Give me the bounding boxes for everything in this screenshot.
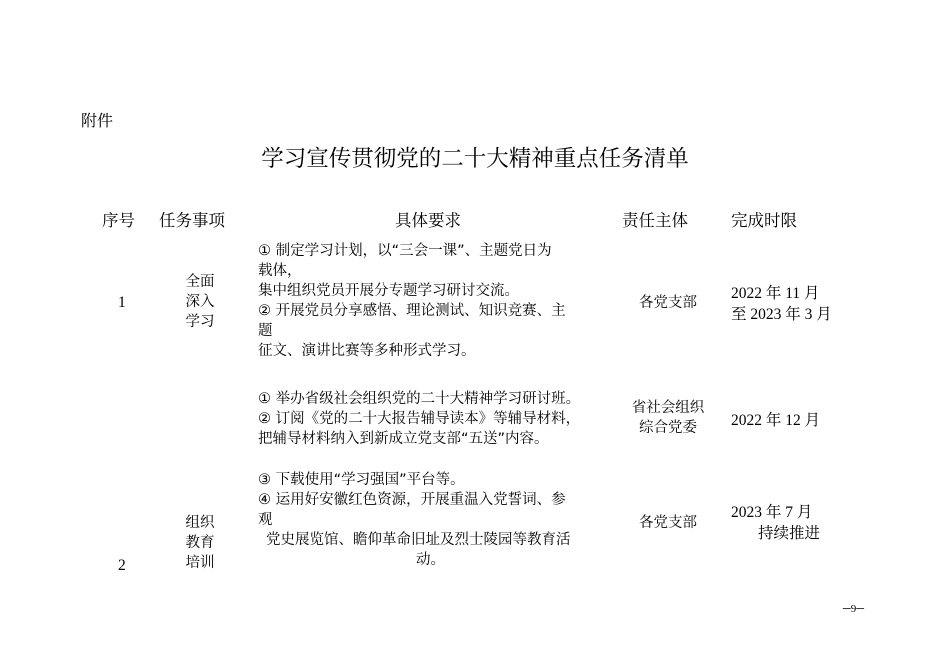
row2-deadline: 2022 年 12 月 [731, 412, 821, 429]
row3-deadline: 2023 年 7 月 持续推进 [731, 504, 821, 542]
page-number: ─9─ [842, 603, 864, 615]
row1-requirements: ① 制定学习计划，以“三会一课”、主题党日为 载体， 集中组织党员开展分专题学习研讨交流。 ② 开展党员分享感悟、理论测试、知识竞赛、主 题 征文、演讲比赛等多种形式学习。 [258, 243, 566, 359]
row3-requirements: ③ 下载使用“学习强国”平台等。 ④ 运用好安徽红色资源，开展重温入党誓词、参 观 党史展览馆、瞻仰革命旧址及烈士陵园等教育活 动。 [258, 472, 571, 568]
row2-requirements: ① 举办省级社会组织党的二十大精神学习研讨班。 ② 订阅《党的二十大报告辅导读本》等辅导材料， 把辅导材料纳入到新成立党支部“五送”内容。 [258, 391, 581, 447]
header-responsible: 责任主体 [622, 211, 688, 230]
row3-responsible: 各党支部 [639, 515, 697, 531]
row3-seq: 2 [118, 557, 126, 574]
header-item: 任务事项 [159, 211, 225, 230]
row1-responsible: 各党支部 [639, 295, 697, 311]
header-requirements: 具体要求 [395, 211, 461, 230]
row3-item: 组织 教育 培训 [185, 515, 215, 571]
attachment-label: 附件 [81, 111, 114, 130]
document-title: 学习宣传贯彻党的二十大精神重点任务清单 [261, 146, 689, 172]
row1-item: 全面 深入 学习 [185, 274, 215, 330]
header-deadline: 完成时限 [731, 211, 797, 230]
row2-responsible: 省社会组织 综合党委 [631, 400, 705, 436]
row1-deadline: 2022 年 11 月 至 2023 年 3 月 [731, 285, 832, 323]
row1-seq: 1 [118, 294, 126, 311]
header-seq: 序号 [102, 211, 135, 230]
